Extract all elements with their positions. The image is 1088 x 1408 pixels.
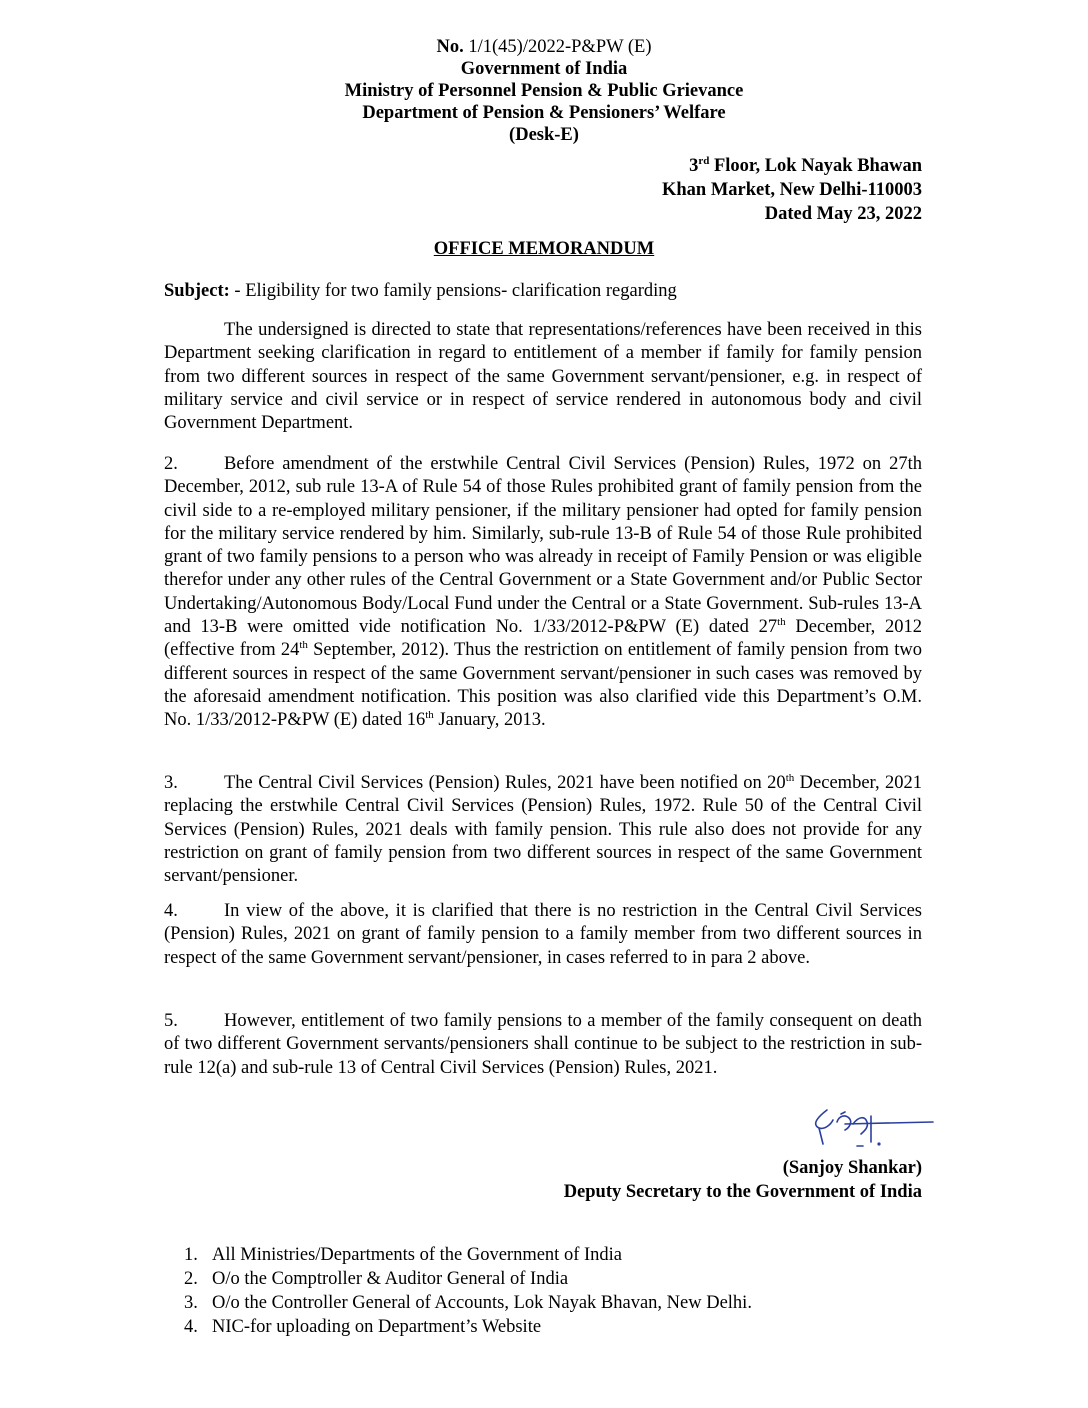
signatory-block (564, 1156, 922, 1204)
item-number: 1. (184, 1245, 198, 1265)
paragraph-number: 5. (164, 1011, 178, 1031)
distribution-item (184, 1267, 752, 1291)
floor-suffix: rd (698, 155, 710, 167)
paragraph-5-text: However, entitlement of two family pensions to a member of the family consequent on death of two different Government servants/pensioners shall continue to be subject to the restriction in sub-rule 12(a) and sub-rule 13 of Central Civil Services (Pension) Rules, 2021. (164, 1011, 922, 1078)
paragraph-2-text-d: January, 2013. (433, 710, 546, 731)
paragraph-4-text: In view of the above, it is clarified that there is no restriction in the Central Civil Services (Pension) Rules, 2021 on grant of family pension to a family member from two different sources in respect of the same Government servant/pensioner, in cases referred to in para 2 above. (164, 901, 922, 968)
ordinal-suffix: th (299, 639, 308, 652)
paragraph-2-text-c: September, 2012). Thus the restriction on entitlement of family pension from two different sources in respect of the same Government servant/pensioner in such cases was removed by the aforesaid amendment notification. This position was also clarified vide this Department’s O.M. No. 1/33/2012-P&PW (E) dated 16 (164, 640, 922, 731)
paragraph-3-text-a: The Central Civil Services (Pension) Rules, 2021 have been notified on 20 (224, 773, 786, 793)
paragraph-number: 2. (164, 454, 178, 474)
government-name: Government of India (460, 59, 628, 79)
item-number: 3. (184, 1293, 198, 1313)
distribution-item (184, 1315, 752, 1339)
item-text: NIC-for uploading on Department’s Website (212, 1317, 542, 1337)
item-number: 4. (184, 1317, 198, 1337)
distribution-list (184, 1243, 752, 1339)
floor-number: 3 (689, 156, 699, 176)
item-text: All Ministries/Departments of the Government of India (212, 1245, 622, 1265)
subject-line (164, 281, 677, 302)
office-address (662, 154, 922, 226)
department-name: Department of Pension & Pensioners’ Welfare (362, 103, 726, 123)
subject-text: - Eligibility for two family pensions- clarification regarding (229, 281, 677, 301)
ordinal-suffix: th (425, 709, 434, 722)
signatory-name: (Sanjoy Shankar) (782, 1158, 922, 1178)
signatory-designation: Deputy Secretary to the Government of India (563, 1182, 922, 1202)
file-number (0, 36, 1088, 58)
desk-name: (Desk-E) (509, 125, 579, 145)
address-floor (662, 154, 922, 178)
document-title: OFFICE MEMORANDUM (433, 239, 655, 259)
signature-icon (805, 1102, 935, 1152)
paragraph-3-text-b: December, 2021 replacing the erstwhile Central Civil Services (Pension) Rules, 1972. Rule 50 of the Central Civil Services (Pension) Rules, 2021 deals with family pension. This rule also does not provide for any restriction on grant of family pension from two different sources in respect of the same Government servant/pensioner. (164, 773, 922, 887)
item-number: 2. (184, 1269, 198, 1289)
distribution-item (184, 1243, 752, 1267)
paragraph-2-text-a: Before amendment of the erstwhile Central Civil Services (Pension) Rules, 1972 on 27th December, 2012, sub rule 13-A of Rule 54 of those Rules prohibited grant of family pension from the civil side to a re-employed military pensioner, if the military pensioner had opted for family pension for the military service rendered by him. Similarly, sub-rule 13-B of Rule 54 of those Rule prohibited grant of two family pensions to a person who was already in receipt of Family Pension or was eligible therefor under any other rules of the Central Government or a State Government and/or Public Sector Undertaking/Autonomous Body/Local Fund under the Central or a State Government. Sub-rules 13-A and 13-B were omitted vide notification No. 1/33/2012-P&PW (E) dated 27 (164, 454, 922, 638)
paragraph-number: 4. (164, 901, 178, 921)
paragraph-3 (164, 772, 922, 888)
item-text: O/o the Controller General of Accounts, Lok Nayak Bhavan, New Delhi. (212, 1293, 752, 1313)
subject-label: Subject: (164, 281, 230, 301)
item-text: O/o the Comptroller & Auditor General of India (212, 1269, 569, 1289)
file-number-value: 1/1(45)/2022-P&PW (E) (468, 37, 652, 57)
letterhead (0, 36, 1088, 146)
paragraph-4 (164, 900, 922, 970)
paragraph-number: 3. (164, 773, 178, 793)
address-city: Khan Market, New Delhi-110003 (661, 180, 922, 200)
paragraph-5 (164, 1010, 922, 1080)
ordinal-suffix: th (785, 772, 795, 784)
distribution-item (184, 1291, 752, 1315)
paragraph-2-text-b: December, 2012 (effective from 24 (164, 617, 922, 661)
floor-building: Floor, Lok Nayak Bhawan (709, 156, 922, 176)
memo-date: Dated May 23, 2022 (764, 204, 922, 224)
ministry-name: Ministry of Personnel Pension & Public Grievance (344, 81, 744, 101)
paragraph-2 (164, 453, 922, 733)
file-number-label: No. (436, 37, 464, 57)
paragraph-1 (164, 319, 922, 435)
ordinal-suffix: th (777, 616, 786, 629)
paragraph-1-text: The undersigned is directed to state that representations/references have been received in this Department seeking clarification in regard to entitlement of a member if family for family pension from two different sources in respect of the same Government servant/pensioner, e.g. in respect of military service and civil service or in respect of service rendered in autonomous body and civil Government Department. (164, 320, 922, 434)
